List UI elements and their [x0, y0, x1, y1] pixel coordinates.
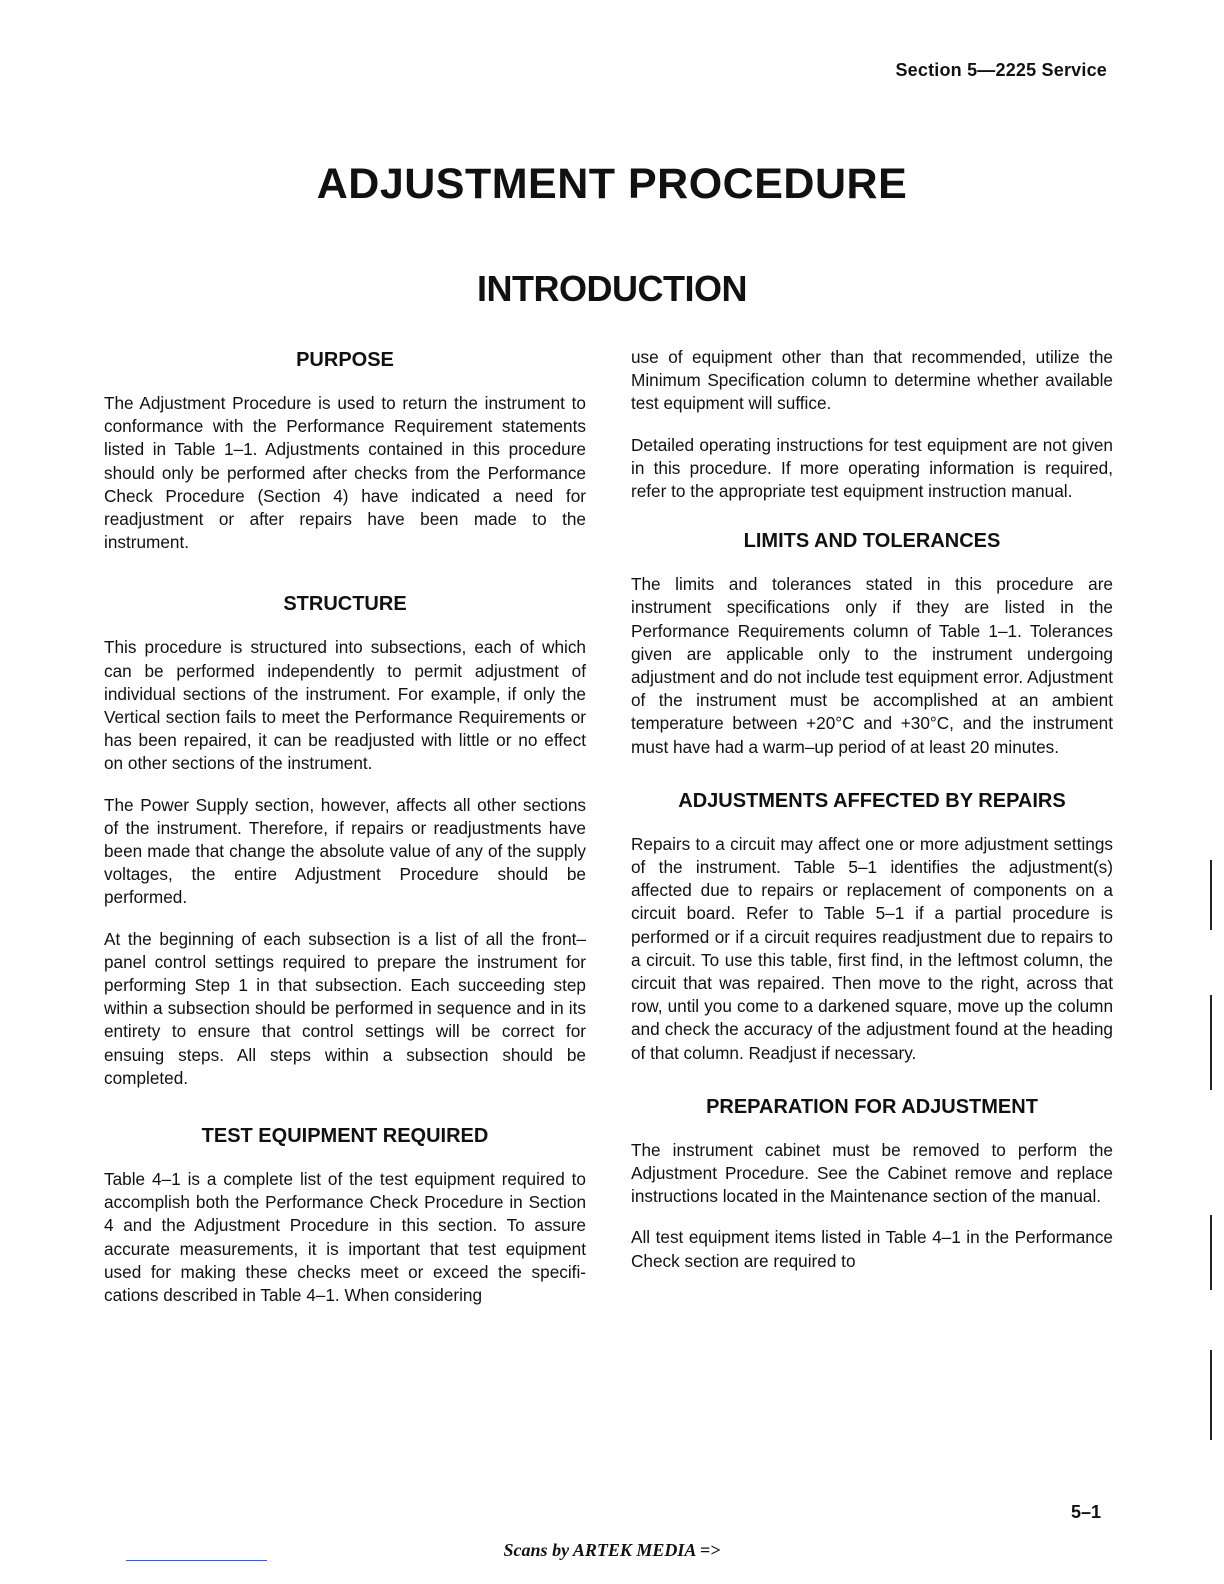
heading-preparation: PREPARATION FOR ADJUSTMENT: [706, 1095, 1038, 1118]
purpose-paragraph: The Adjustment Procedure is used to return the instrument to conformance with the Performance Requirement statements listed in Table 1–1. Adjustments contained in this procedure should only be performed after checks from the Performance Check Procedure (Section 4) have indicated a need for readjustment or after repairs have been made to the instrument.: [104, 393, 586, 553]
heading-limits: LIMITS AND TOLERANCES: [743, 530, 1001, 553]
page-title: ADJUSTMENT PROCEDURE: [316, 160, 908, 208]
repairs-paragraph: Repairs to a circuit may affect one or more adjustment settings of the instrument. Table 5–1 identifies the adjustment(s) affected due to repairs or replacement of components on a circuit board. Refer to Table 5–1 if a partial procedure is performed or if a circuit requires readjustment due to repairs to a circuit. To use this table, first find, in the leftmost column, the circuit that was repaired. Then move to the right, across that row, until you come to a darkened square, move up the column and check the accuracy of the adjustment found at the heading of that column. Readjust if necessary.: [631, 833, 1113, 1063]
page-number: 5–1: [1070, 1502, 1101, 1522]
footer-rule: [126, 1560, 267, 1561]
scan-credit: Scans by ARTEK MEDIA =>: [503, 1540, 721, 1560]
heading-structure: STRUCTURE: [283, 593, 407, 616]
structure-paragraph-1: This procedure is structured into subsections, each of which can be performed independently to permit adjustment of individual sections of the instrument. For example, if only the Vertical section fails to meet the Performance Requirements or has been repaired, it can be readjusted with little or no effect on other sections of the instrument.: [104, 637, 586, 774]
structure-paragraph-3: At the beginning of each subsection is a list of all the front–panel control settings required to prepare the instrument for performing Step 1 in that subsection. Each succeeding step within a subsection should be performed in sequence and in its entirety to ensure that control settings will be correct for ensuing steps. All steps within a subsection should be completed.: [104, 928, 586, 1088]
section-header: Section 5—2225 Service: [895, 60, 1107, 80]
scan-edge-mark: [1210, 860, 1212, 930]
scan-edge-mark: [1210, 1350, 1212, 1440]
page-subtitle: INTRODUCTION: [477, 268, 747, 309]
preparation-paragraph-2: All test equipment items listed in Table 4–1 in the Performance Check section are required to: [631, 1227, 1113, 1271]
heading-test-equipment: TEST EQUIPMENT REQUIRED: [201, 1125, 489, 1148]
test-equipment-continued-paragraph-1: use of equipment other than that recommended, utilize the Minimum Specification column to determine whether available test equipment will suffice.: [631, 347, 1113, 414]
structure-paragraph-2: The Power Supply section, however, affects all other sections of the instrument. Therefore, if repairs or readjustments have been made that change the absolute value of any of the supply voltages, the entire Adjustment Procedure should be performed.: [104, 794, 586, 908]
heading-purpose: PURPOSE: [296, 349, 394, 371]
right-column: [631, 346, 1113, 1273]
left-column: [104, 346, 586, 1307]
scan-edge-mark: [1210, 995, 1212, 1090]
test-equipment-continued-paragraph-2: Detailed operating instructions for test equipment are not given in this procedure. If more operating information is required, refer to the appropriate test equipment instruction manual.: [631, 434, 1113, 502]
preparation-paragraph-1: The instrument cabinet must be removed to perform the Adjustment Procedure. See the Cabinet remove and replace instructions located in the Maintenance section of the manual.: [631, 1139, 1113, 1207]
limits-paragraph: The limits and tolerances stated in this procedure are instrument specifications only if they are listed in the Performance Requirements column of Table 1–1. Tolerances given are applicable only to the instrument undergoing adjustment and do not include test equipment error. Adjustment of the instrument must be accomplished at an ambient temperature between +20°C and +30°C, and the instrument must have had a warm–up period of at least 20 minutes.: [631, 574, 1113, 757]
test-equipment-paragraph: Table 4–1 is a complete list of the test equipment required to accomplish both the Performance Check Procedure in Section 4 and the Adjustment Procedure in this section. To assure accurate measurements, it is important that test equipment used for making these checks meet or exceed the specifications described in Table 4–1. When considering: [104, 1169, 586, 1306]
scan-edge-mark: [1210, 1215, 1212, 1290]
heading-repairs: ADJUSTMENTS AFFECTED BY REPAIRS: [678, 789, 1066, 812]
